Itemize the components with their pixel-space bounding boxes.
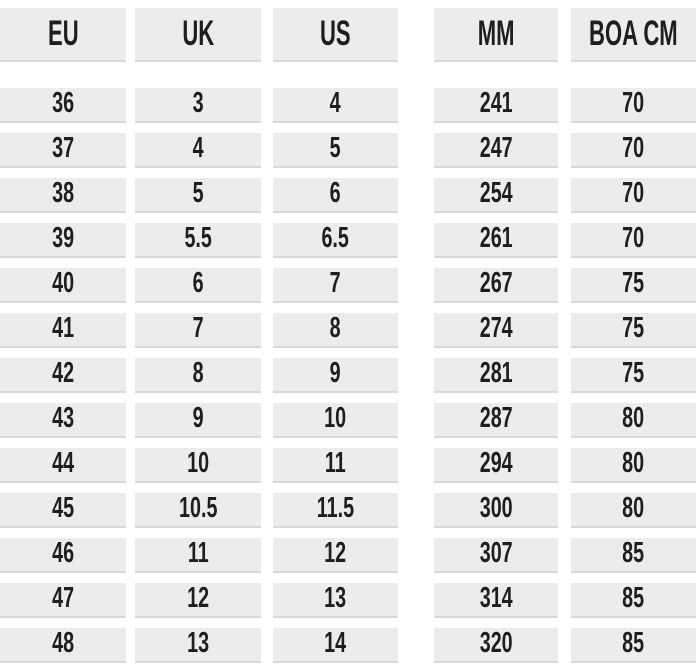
cell-mm: 281 <box>434 358 558 393</box>
cell-boa-cm: 80 <box>571 493 696 528</box>
cell-eu: 44 <box>0 448 126 483</box>
cell-mm: 267 <box>434 268 558 303</box>
header-cell-mm <box>434 8 558 62</box>
cell-mm: 314 <box>434 583 558 618</box>
cell-us: 11.5 <box>273 493 398 528</box>
cell-us: 6 <box>273 178 398 213</box>
cell-uk: 6 <box>135 268 261 303</box>
table-row <box>0 583 696 618</box>
cell-uk: 5.5 <box>135 223 261 258</box>
cell-uk: 7 <box>135 313 261 348</box>
cell-us: 4 <box>273 88 398 123</box>
table-row <box>0 223 696 258</box>
cell-uk: 10.5 <box>135 493 261 528</box>
cell-us: 14 <box>273 628 398 663</box>
cell-eu: 43 <box>0 403 126 438</box>
cell-eu: 45 <box>0 493 126 528</box>
header-cell-boa-cm <box>571 8 696 62</box>
cell-us: 9 <box>273 358 398 393</box>
cell-boa-cm: 70 <box>571 88 696 123</box>
cell-boa-cm: 80 <box>571 403 696 438</box>
cell-eu: 42 <box>0 358 126 393</box>
cell-eu: 48 <box>0 628 126 663</box>
cell-us: 7 <box>273 268 398 303</box>
cell-uk: 4 <box>135 133 261 168</box>
cell-uk: 10 <box>135 448 261 483</box>
table-row <box>0 628 696 663</box>
cell-mm: 300 <box>434 493 558 528</box>
cell-boa-cm: 75 <box>571 358 696 393</box>
cell-boa-cm: 85 <box>571 538 696 573</box>
cell-us: 6.5 <box>273 223 398 258</box>
table-row <box>0 313 696 348</box>
table-row <box>0 403 696 438</box>
header-label-eu: EU <box>47 13 79 53</box>
table-row <box>0 178 696 213</box>
cell-boa-cm: 70 <box>571 133 696 168</box>
cell-uk: 8 <box>135 358 261 393</box>
cell-mm: 247 <box>434 133 558 168</box>
cell-boa-cm: 85 <box>571 628 696 663</box>
header-label-boa-cm: BOA CM <box>589 13 678 53</box>
cell-uk: 3 <box>135 88 261 123</box>
header-label-uk: UK <box>182 13 214 53</box>
cell-uk: 11 <box>135 538 261 573</box>
cell-eu: 47 <box>0 583 126 618</box>
cell-boa-cm: 75 <box>571 268 696 303</box>
table-row <box>0 133 696 168</box>
cell-mm: 261 <box>434 223 558 258</box>
cell-boa-cm: 80 <box>571 448 696 483</box>
cell-us: 8 <box>273 313 398 348</box>
cell-boa-cm: 70 <box>571 178 696 213</box>
table-header-row <box>0 8 696 62</box>
header-cell-uk <box>135 8 261 62</box>
cell-boa-cm: 75 <box>571 313 696 348</box>
cell-boa-cm: 70 <box>571 223 696 258</box>
cell-eu: 40 <box>0 268 126 303</box>
cell-eu: 36 <box>0 88 126 123</box>
cell-mm: 320 <box>434 628 558 663</box>
table-row <box>0 358 696 393</box>
header-label-mm: MM <box>477 13 515 53</box>
cell-eu: 41 <box>0 313 126 348</box>
cell-mm: 254 <box>434 178 558 213</box>
table-row <box>0 538 696 573</box>
table-row <box>0 493 696 528</box>
cell-us: 13 <box>273 583 398 618</box>
cell-mm: 287 <box>434 403 558 438</box>
cell-mm: 274 <box>434 313 558 348</box>
cell-us: 12 <box>273 538 398 573</box>
cell-boa-cm: 85 <box>571 583 696 618</box>
header-cell-us <box>273 8 398 62</box>
cell-mm: 241 <box>434 88 558 123</box>
cell-eu: 46 <box>0 538 126 573</box>
header-cell-eu <box>0 8 126 62</box>
cell-us: 5 <box>273 133 398 168</box>
cell-eu: 39 <box>0 223 126 258</box>
cell-us: 10 <box>273 403 398 438</box>
cell-eu: 37 <box>0 133 126 168</box>
cell-mm: 294 <box>434 448 558 483</box>
cell-mm: 307 <box>434 538 558 573</box>
cell-uk: 12 <box>135 583 261 618</box>
cell-uk: 5 <box>135 178 261 213</box>
cell-eu: 38 <box>0 178 126 213</box>
table-row <box>0 268 696 303</box>
table-row <box>0 88 696 123</box>
table-row <box>0 448 696 483</box>
cell-uk: 13 <box>135 628 261 663</box>
cell-us: 11 <box>273 448 398 483</box>
header-label-us: US <box>320 13 351 53</box>
cell-uk: 9 <box>135 403 261 438</box>
